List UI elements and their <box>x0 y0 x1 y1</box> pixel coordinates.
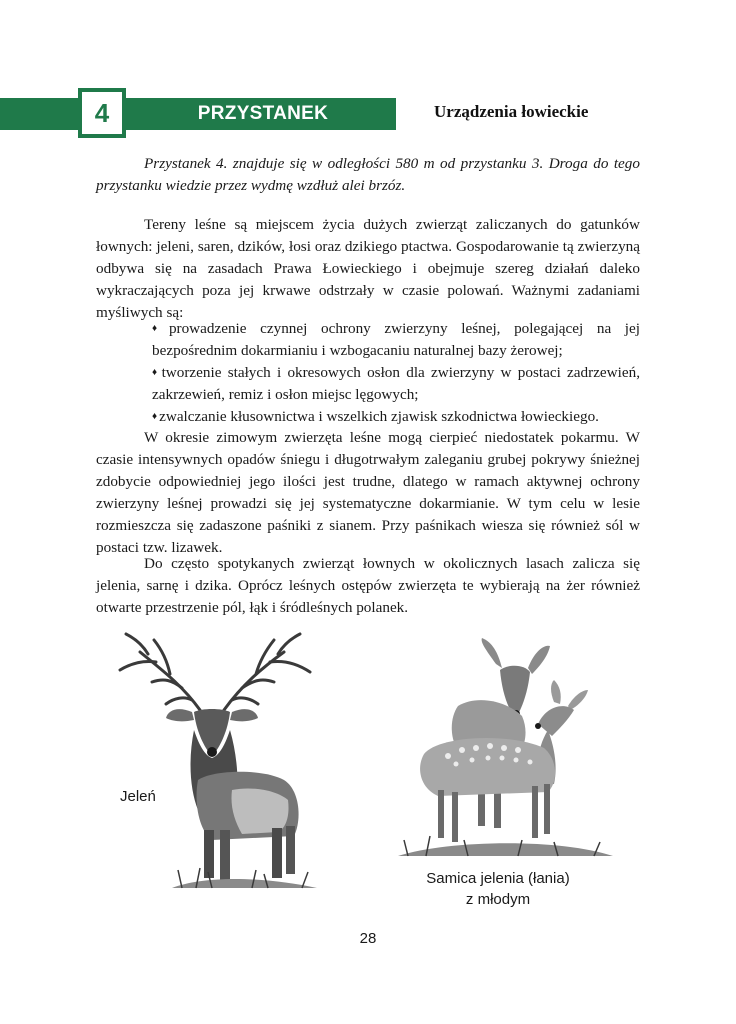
hind-caption-line-2: z młodym <box>465 891 531 908</box>
stag-illustration <box>112 630 327 892</box>
stag-caption: Jeleń <box>120 788 156 805</box>
header-band <box>0 98 396 130</box>
list-item-text: tworzenie stałych i okresowych osłon dla zwierzyny w postaci zadrzewień, zakrzewień, remiz i osłon miejsc lęgowych; <box>152 364 640 403</box>
intro-paragraph: Przystanek 4. znajduje się w odległości 580 m od przystanku 3. Droga do tego przystanku wiedzie przez wydmę wzdłuż alei brzóz. <box>96 155 640 194</box>
stop-label: PRZYSTANEK <box>197 103 329 124</box>
list-item <box>152 362 640 406</box>
hind-caption-line-1: Samica jelenia (łania) <box>426 870 570 887</box>
hind-caption <box>398 868 598 910</box>
paragraph-2: W okresie zimowym zwierzęta leśne mogą cierpieć niedostatek pokarmu. W czasie intensywnych opadów śniegu i długotrwałym zaleganiu grubej pokrywy śnieżnej zdobycie odpowiedniej jego ilości jest trudne, dlatego w ramach aktywnej ochrony zwierzyny leśnej prowadzi się jej systematyczne dokarmianie. W tym celu w lesie rozmieszcza się zadaszone paśniki z sianem. Przy paśnikach wiesza się również sól w postaci tzw. lizawek. <box>96 429 640 556</box>
bullet-list <box>152 318 640 428</box>
list-item <box>152 406 640 428</box>
stop-number: 4 <box>78 88 126 138</box>
page-number: 28 <box>359 930 377 947</box>
paragraph-3: Do często spotykanych zwierząt łownych w okolicznych lasach zalicza się jelenia, sarnę i dzika. Oprócz leśnych ostępów zwierzęta te wybierają na żer również otwarte przestrzenie pól, łąk i śródleśnych polanek. <box>96 555 640 616</box>
list-item <box>152 318 640 362</box>
hind-illustration <box>398 636 613 860</box>
list-item-text: prowadzenie czynnej ochrony zwierzyny leśnej, polegającej na jej bezpośrednim dokarmianiu i wzbogacaniu naturalnej bazy żerowej; <box>152 320 640 359</box>
bullet-icon: ♦ <box>152 323 167 334</box>
bullet-icon: ♦ <box>152 411 158 422</box>
section-title: Urządzenia łowieckie <box>434 102 589 121</box>
paragraph-1: Tereny leśne są miejscem życia dużych zwierząt zaliczanych do gatunków łownych: jeleni, saren, dzików, łosi oraz dzikiego ptactwa. Gospodarowanie tą zwierzyną odbywa się na zasadach Prawa Łowieckiego i obejmuje szereg działań daleko wykraczających poza jej krwawe odstrzały w czasie polowań. Ważnymi zadaniami myśliwych są: <box>96 216 640 321</box>
list-item-text: zwalczanie kłusownictwa i wszelkich zjawisk szkodnictwa łowieckiego. <box>159 408 599 425</box>
bullet-icon: ♦ <box>152 367 160 378</box>
